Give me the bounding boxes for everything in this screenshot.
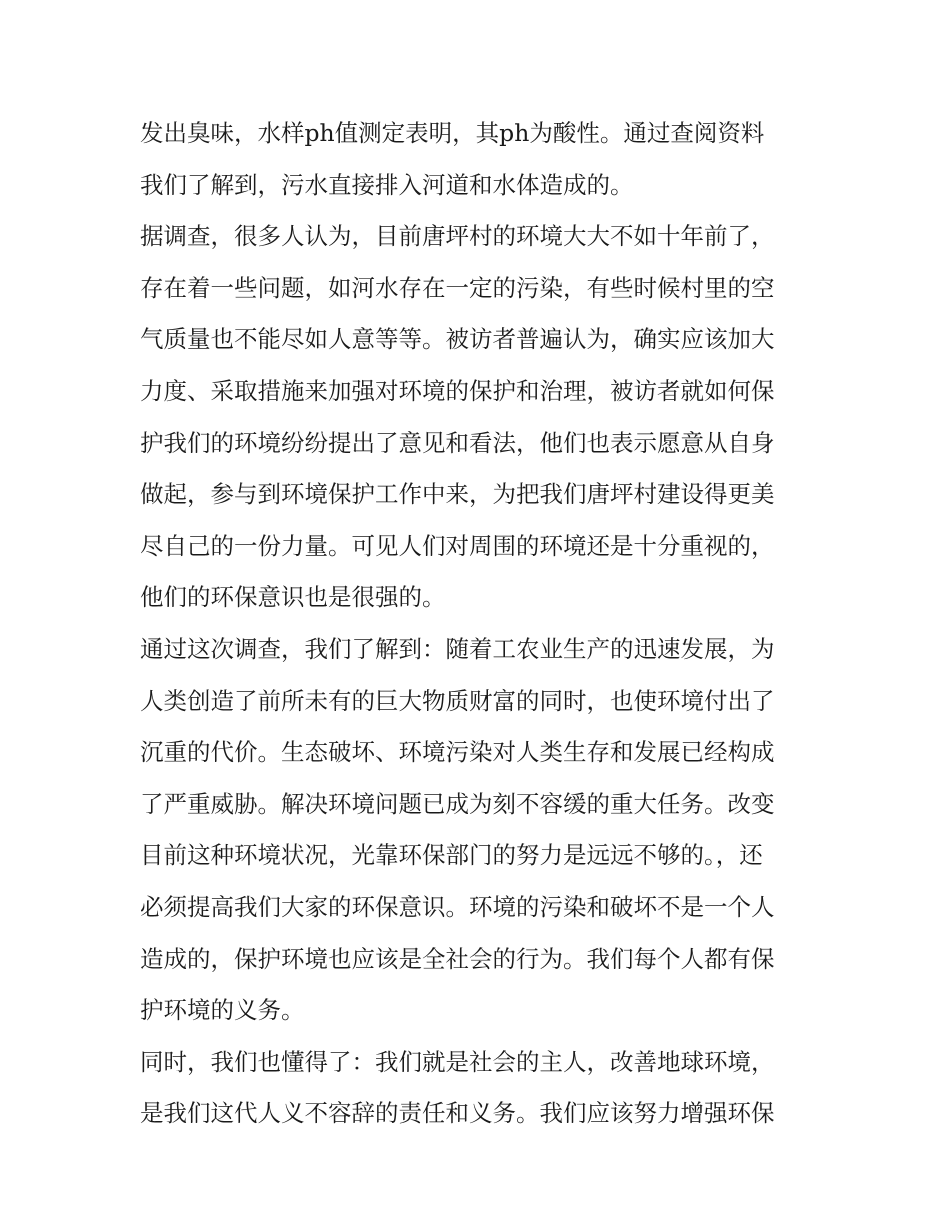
text-line: 目前这种环境状况，光靠环保部门的努力是远远不够的。，还	[140, 841, 763, 870]
text-line: 人类创造了前所未有的巨大物质财富的同时，也使环境付出了	[140, 686, 775, 715]
text-line: 通过这次调查，我们了解到：随着工农业生产的迅速发展，为	[140, 634, 775, 663]
text-line: 发出臭味，水样ph值测定表明，其ph为酸性。通过查阅资料	[140, 119, 765, 147]
text-line: 必须提高我们大家的环保意识。环境的污染和破坏不是一个人	[140, 892, 775, 921]
text-line: 了严重威胁。解决环境问题已成为刻不容缓的重大任务。改变	[140, 789, 775, 818]
text-line: 尽自己的一份力量。可见人们对周围的环境还是十分重视的，	[140, 531, 775, 560]
text-line: 护我们的环境纷纷提出了意见和看法，他们也表示愿意从自身	[140, 428, 775, 457]
text-line: 据调查，很多人认为，目前唐坪村的环境大大不如十年前了，	[140, 222, 775, 251]
text-line: 我们了解到，污水直接排入河道和水体造成的。	[140, 170, 634, 199]
text-line: 造成的，保护环境也应该是全社会的行为。我们每个人都有保	[140, 944, 775, 973]
body-text	[140, 108, 820, 1140]
text-line: 同时，我们也懂得了：我们就是社会的主人，改善地球环境，	[140, 1047, 775, 1076]
text-line: 力度、采取措施来加强对环境的保护和治理，被访者就如何保	[140, 376, 775, 405]
text-line: 做起，参与到环境保护工作中来，为把我们唐坪村建设得更美	[140, 480, 775, 509]
text-line: 存在着一些问题，如河水存在一定的污染，有些时候村里的空	[140, 273, 775, 302]
text-line: 护环境的义务。	[140, 996, 305, 1025]
text-line: 是我们这代人义不容辞的责任和义务。我们应该努力增强环保	[140, 1099, 775, 1128]
text-line: 气质量也不能尽如人意等等。被访者普遍认为，确实应该加大	[140, 325, 775, 354]
text-line: 沉重的代价。生态破坏、环境污染对人类生存和发展已经构成	[140, 738, 775, 767]
text-line: 他们的环保意识也是很强的。	[140, 583, 446, 612]
